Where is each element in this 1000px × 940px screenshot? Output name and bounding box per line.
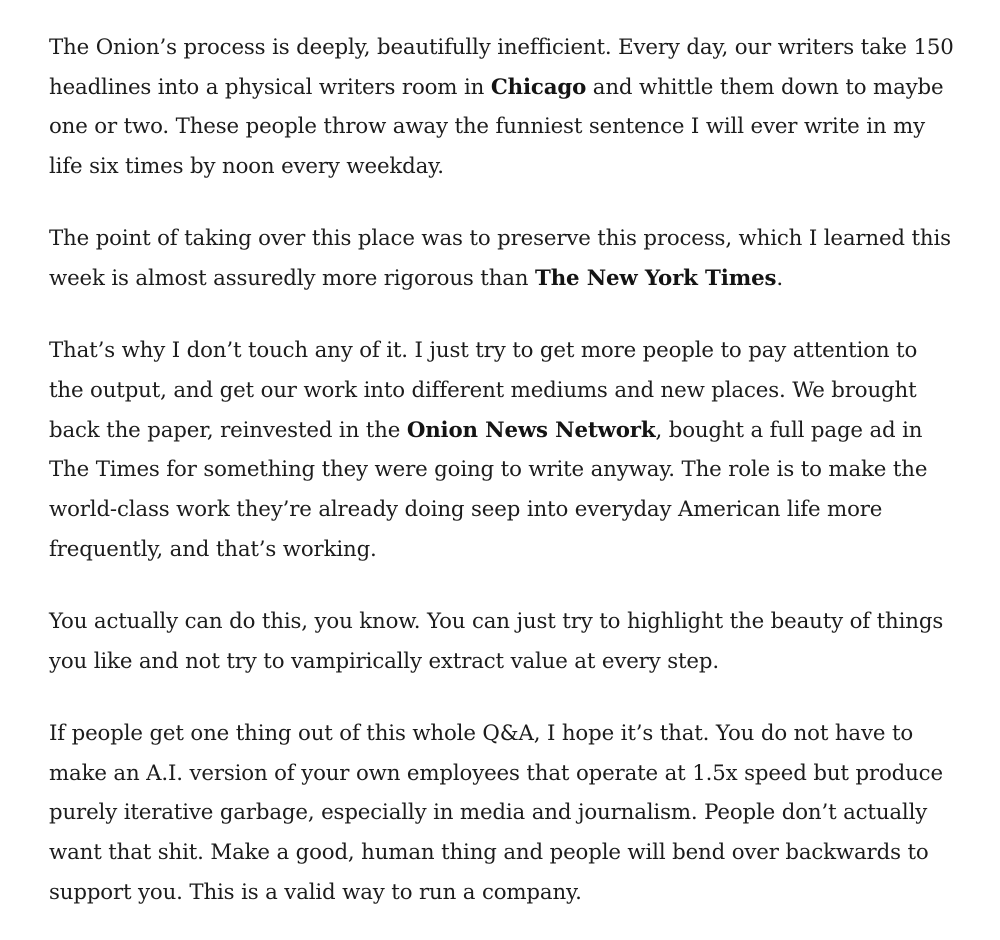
paragraph-dont-touch — [49, 331, 954, 569]
text-segment: . — [776, 266, 783, 292]
paragraph-conclusion — [49, 714, 954, 913]
text-segment: You actually can do this, you know. You can just try to highlight the beauty of things you like and not try to vampirically extract value at every step. — [49, 608, 944, 674]
text-segment: That’s why I don’t touch any of it. I just try to get more people to pay attention to the output, and get our work into different mediums and new places. We brought back the paper, reinvested in the — [49, 338, 918, 443]
article-body — [49, 28, 954, 912]
text-segment: If people get one thing out of this whole Q&A, I hope it’s that. You do not have to make an A.I. version of your own employees that operate at 1.5x speed but produce purely iterative garbage, especially in media and journalism. People don’t actually want that shit. Make a good, human thing and people will bend over backwards to support you. This is a valid way to run a company. — [49, 720, 943, 905]
paragraph-onion-process — [49, 28, 954, 187]
bold-onion-news-network: Onion News Network — [406, 417, 656, 443]
text-segment: The point of taking over this place was to preserve this process, which I learned this week is almost assuredly more rigorous than — [49, 226, 951, 292]
paragraph-you-can-do-this — [49, 602, 954, 681]
text-segment: , bought a full page ad in The Times for something they were going to write anyway. The role is to make the world-class work they’re already doing seep into everyday American life more frequently, and that’s working. — [49, 417, 928, 562]
paragraph-preserve-process — [49, 219, 954, 298]
text-segment: The Onion’s process is deeply, beautifully inefficient. Every day, our writers take 150 headlines into a physical writers room in — [49, 35, 954, 100]
bold-new-york-times: The New York Times — [535, 266, 777, 292]
bold-chicago: Chicago — [490, 74, 587, 100]
text-segment: and whittle them down to maybe one or two. These people throw away the funniest sentence I will ever write in my life six times by noon every weekday. — [49, 74, 944, 180]
